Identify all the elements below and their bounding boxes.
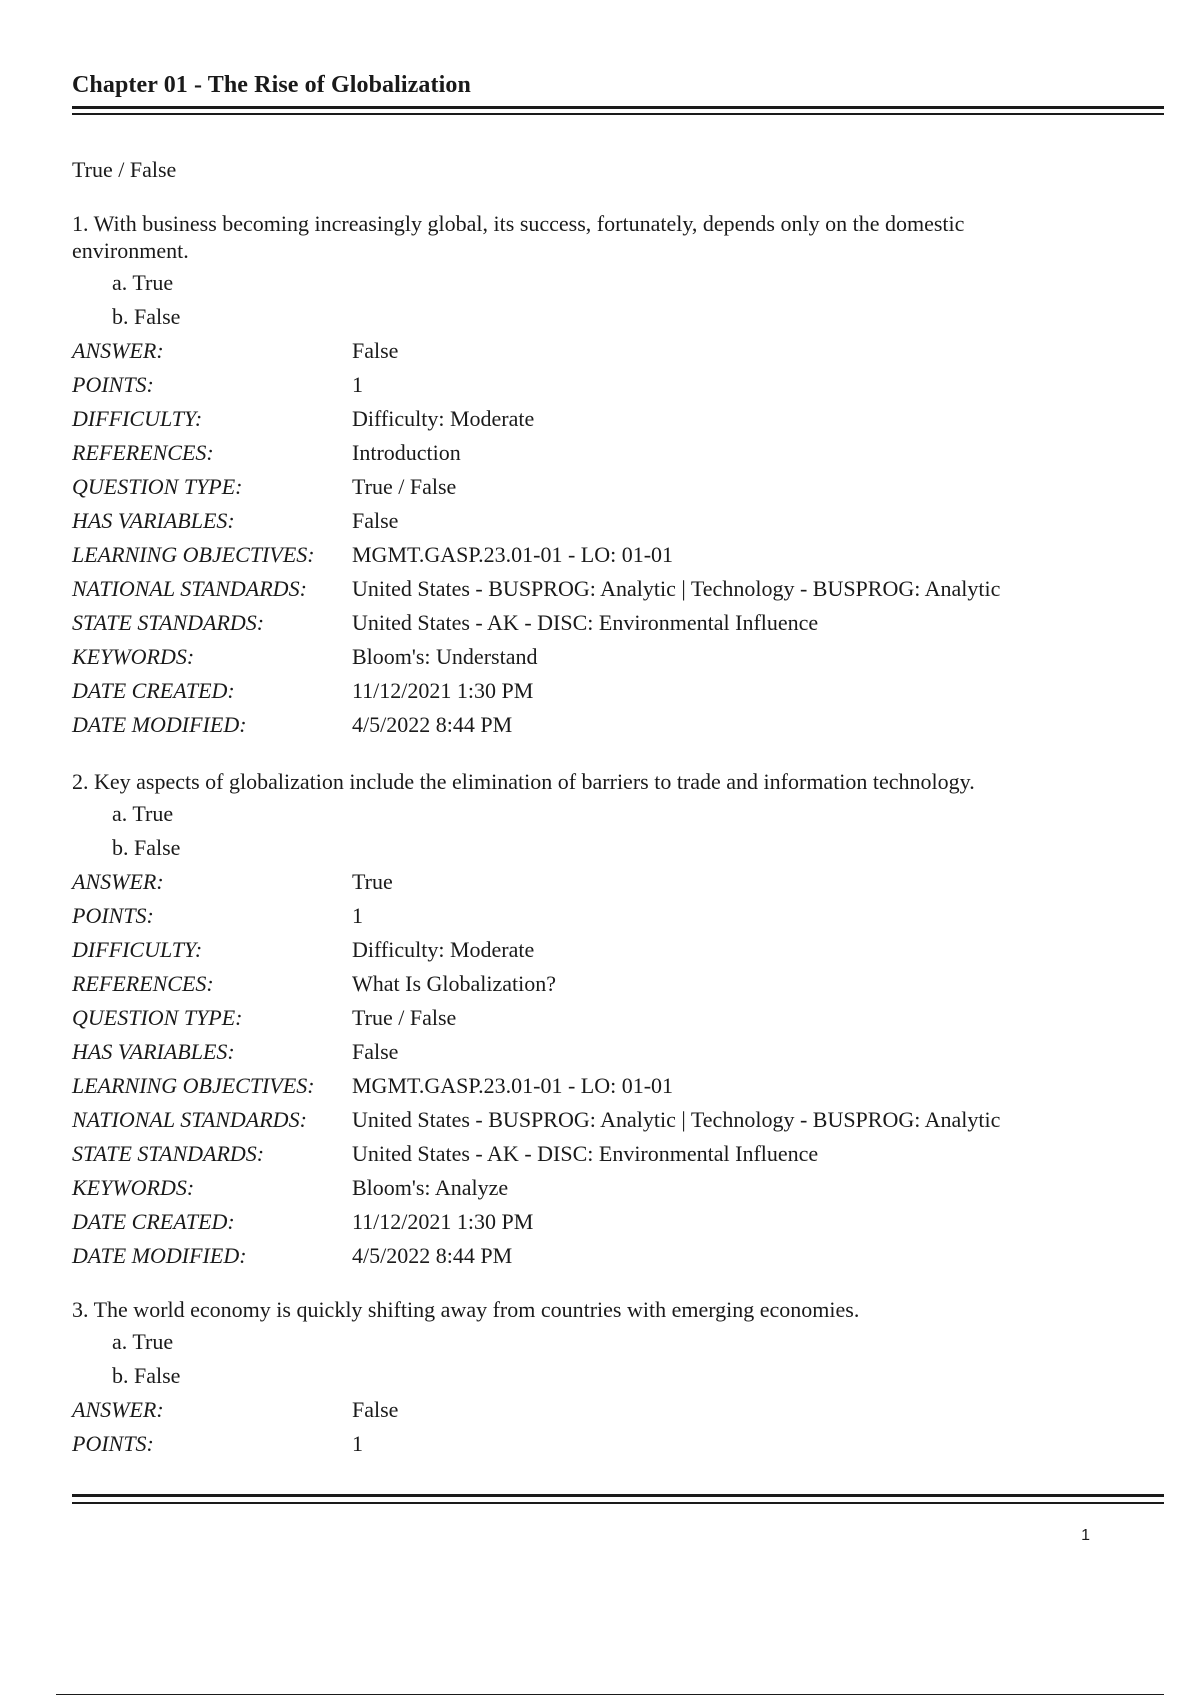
- page-number: 1: [1081, 1527, 1090, 1544]
- meta-label-points: POINTS:: [72, 372, 154, 397]
- meta-label-date-modified: DATE MODIFIED:: [72, 1243, 247, 1268]
- option-false: b. False: [112, 1363, 181, 1388]
- question-text: 3. The world economy is quickly shifting away from countries with emerging economies.: [72, 1297, 860, 1322]
- meta-label-date-created: DATE CREATED:: [72, 678, 235, 703]
- option-true: a. True: [112, 270, 174, 295]
- meta-label-points: POINTS:: [72, 903, 154, 928]
- meta-value-date-modified: 4/5/2022 8:44 PM: [352, 712, 513, 737]
- meta-label-state-standards: STATE STANDARDS:: [72, 610, 265, 635]
- option-false: b. False: [112, 835, 181, 860]
- meta-label-difficulty: DIFFICULTY:: [72, 937, 203, 962]
- meta-value-question-type: True / False: [352, 1005, 457, 1030]
- meta-value-points: 1: [352, 1431, 363, 1456]
- meta-label-has-variables: HAS VARIABLES:: [72, 1039, 235, 1064]
- meta-label-references: REFERENCES:: [72, 971, 214, 996]
- header-rule-thick: [72, 106, 1164, 109]
- question-text: 2. Key aspects of globalization include the elimination of barriers to trade and information technology.: [72, 769, 975, 794]
- meta-value-references: Introduction: [352, 440, 461, 465]
- meta-label-has-variables: HAS VARIABLES:: [72, 508, 235, 533]
- meta-value-difficulty: Difficulty: Moderate: [352, 937, 535, 962]
- meta-label-keywords: KEYWORDS:: [72, 644, 195, 669]
- section-label: True / False: [72, 157, 177, 182]
- meta-label-answer: ANSWER:: [72, 869, 164, 894]
- meta-value-answer: True: [352, 869, 393, 894]
- meta-value-date-created: 11/12/2021 1:30 PM: [352, 678, 534, 703]
- meta-value-keywords: Bloom's: Analyze: [352, 1175, 509, 1200]
- option-true: a. True: [112, 801, 174, 826]
- question-3: [72, 1296, 1072, 1461]
- meta-label-question-type: QUESTION TYPE:: [72, 1005, 243, 1030]
- meta-label-references: REFERENCES:: [72, 440, 214, 465]
- meta-label-question-type: QUESTION TYPE:: [72, 474, 243, 499]
- meta-value-answer: False: [352, 1397, 399, 1422]
- meta-label-learning-objectives: LEARNING OBJECTIVES:: [72, 542, 315, 567]
- meta-value-difficulty: Difficulty: Moderate: [352, 406, 535, 431]
- meta-label-answer: ANSWER:: [72, 338, 164, 363]
- meta-label-points: POINTS:: [72, 1431, 154, 1456]
- meta-value-national-standards: United States - BUSPROG: Analytic | Technology - BUSPROG: Analytic: [352, 1107, 1001, 1132]
- meta-value-points: 1: [352, 372, 363, 397]
- footer-rule-thin: [72, 1502, 1164, 1504]
- meta-label-learning-objectives: LEARNING OBJECTIVES:: [72, 1073, 315, 1098]
- meta-label-date-created: DATE CREATED:: [72, 1209, 235, 1234]
- meta-label-national-standards: NATIONAL STANDARDS:: [72, 1107, 307, 1132]
- meta-value-answer: False: [352, 338, 399, 363]
- meta-value-question-type: True / False: [352, 474, 457, 499]
- option-true: a. True: [112, 1329, 174, 1354]
- meta-label-state-standards: STATE STANDARDS:: [72, 1141, 265, 1166]
- meta-value-learning-objectives: MGMT.GASP.23.01-01 - LO: 01-01: [352, 542, 674, 567]
- option-false: b. False: [112, 304, 181, 329]
- meta-value-national-standards: United States - BUSPROG: Analytic | Technology - BUSPROG: Analytic: [352, 576, 1001, 601]
- meta-label-answer: ANSWER:: [72, 1397, 164, 1422]
- meta-label-difficulty: DIFFICULTY:: [72, 406, 203, 431]
- chapter-title: Chapter 01 - The Rise of Globalization: [72, 72, 471, 98]
- question-metadata: [72, 865, 1072, 1273]
- question-metadata: [72, 334, 1072, 742]
- meta-value-date-created: 11/12/2021 1:30 PM: [352, 1209, 534, 1234]
- meta-value-date-modified: 4/5/2022 8:44 PM: [352, 1243, 513, 1268]
- question-2: [72, 768, 1072, 1273]
- header-rule-thin: [72, 113, 1164, 115]
- meta-value-references: What Is Globalization?: [352, 971, 557, 996]
- footer-rule-thick: [72, 1494, 1164, 1497]
- meta-value-has-variables: False: [352, 1039, 399, 1064]
- meta-value-state-standards: United States - AK - DISC: Environmental Influence: [352, 610, 819, 635]
- question-metadata: [72, 1393, 1072, 1461]
- meta-value-state-standards: United States - AK - DISC: Environmental Influence: [352, 1141, 819, 1166]
- question-text: 1. With business becoming increasingly global, its success, fortunately, depends only on the domestic environment.: [72, 211, 965, 263]
- meta-label-date-modified: DATE MODIFIED:: [72, 712, 247, 737]
- meta-label-national-standards: NATIONAL STANDARDS:: [72, 576, 307, 601]
- page-bottom-edge: [56, 1694, 1164, 1695]
- meta-value-points: 1: [352, 903, 363, 928]
- meta-value-has-variables: False: [352, 508, 399, 533]
- meta-value-learning-objectives: MGMT.GASP.23.01-01 - LO: 01-01: [352, 1073, 674, 1098]
- meta-value-keywords: Bloom's: Understand: [352, 644, 538, 669]
- meta-label-keywords: KEYWORDS:: [72, 1175, 195, 1200]
- question-1: [72, 210, 1072, 742]
